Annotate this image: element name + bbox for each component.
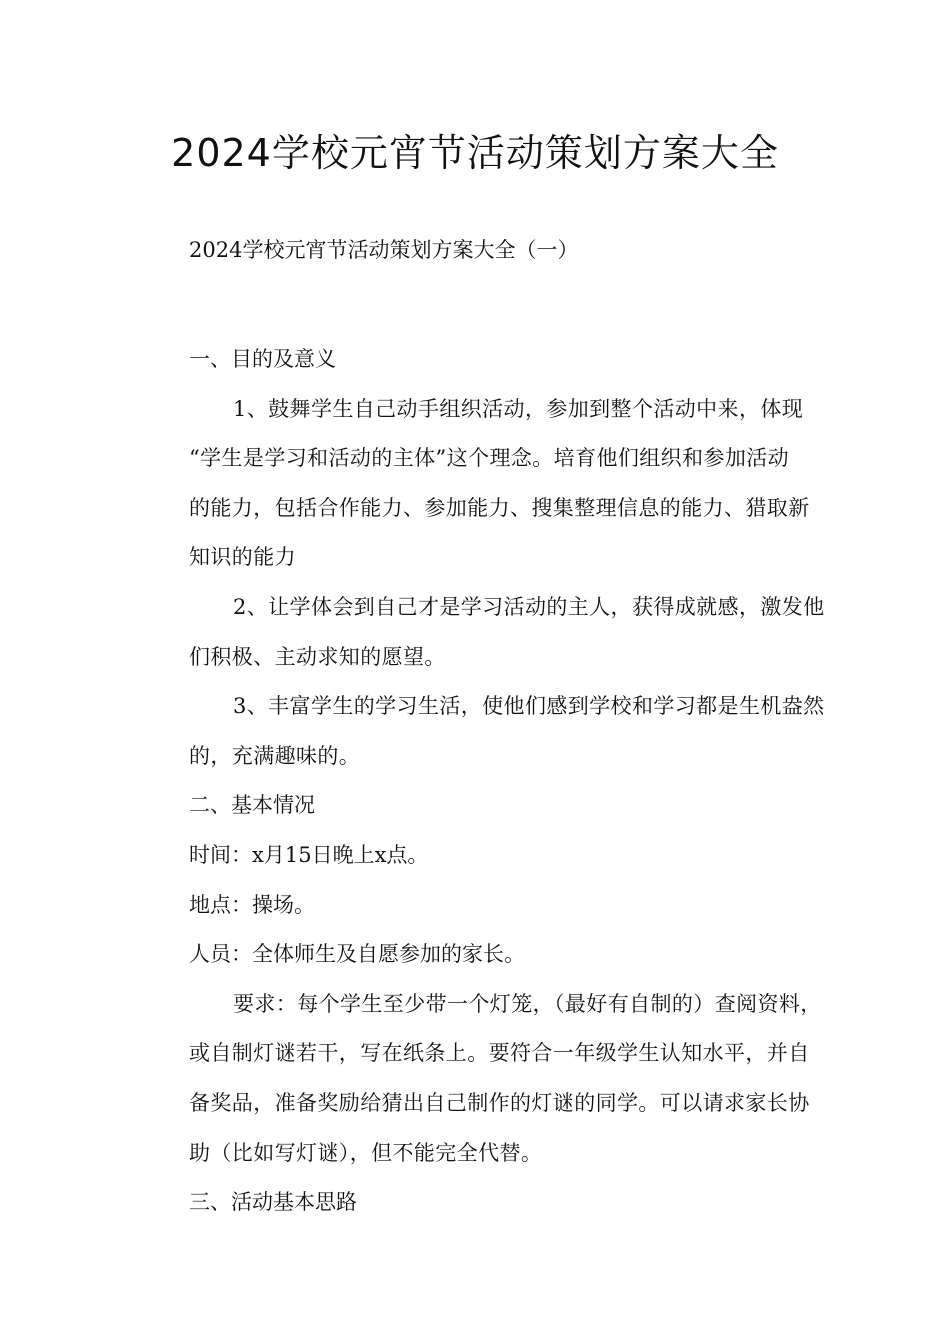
document-title: 2024学校元宵节活动策划方案大全: [171, 131, 779, 175]
text-line: 知识的能力: [189, 545, 296, 570]
text-line: 或自制灯谜若干，写在纸条上。要符合一年级学生认知水平，并自: [189, 1041, 810, 1066]
text-line: 1、鼓舞学生自己动手组织活动，参加到整个活动中来，体现: [233, 396, 804, 421]
section-heading-basic-info: 二、基本情况: [189, 793, 315, 818]
paragraph-purpose-1: [145, 385, 815, 583]
document-body: [145, 335, 825, 1228]
info-people: 人员：全体师生及自愿参加的家长。: [189, 942, 525, 967]
text-line: 2、让学体会到自己才是学习活动的主人，获得成就感，激发他: [233, 594, 825, 619]
section-heading-purpose: 一、目的及意义: [189, 347, 336, 371]
info-place: 地点：操场。: [189, 892, 315, 917]
text-line: 要求：每个学生至少带一个灯笼，（最好有自制的）查阅资料，: [233, 991, 822, 1016]
paragraph-requirements: [145, 980, 822, 1178]
text-line: 备奖品，准备奖励给猜出自己制作的灯谜的同学。可以请求家长协: [189, 1090, 810, 1115]
info-time: 时间：x月15日晚上x点。: [189, 842, 429, 867]
text-line: 3、丰富学生的学习生活，使他们感到学校和学习都是生机盎然: [233, 694, 825, 719]
paragraph-purpose-3: [145, 682, 825, 781]
text-line: 助（比如写灯谜），但不能完全代替。: [189, 1140, 543, 1165]
text-line: “学生是学习和活动的主体”这个理念。培育他们组织和参加活动: [189, 446, 790, 471]
document-subtitle: 2024学校元宵节活动策划方案大全（一）: [189, 238, 579, 262]
text-line: 的，充满趣味的。: [189, 743, 361, 768]
section-heading-approach: 三、活动基本思路: [189, 1190, 357, 1215]
paragraph-purpose-2: [145, 583, 825, 682]
text-line: 的能力，包括合作能力、参加能力、搜集整理信息的能力、猎取新: [189, 495, 810, 520]
text-line: 们积极、主动求知的愿望。: [189, 644, 446, 669]
